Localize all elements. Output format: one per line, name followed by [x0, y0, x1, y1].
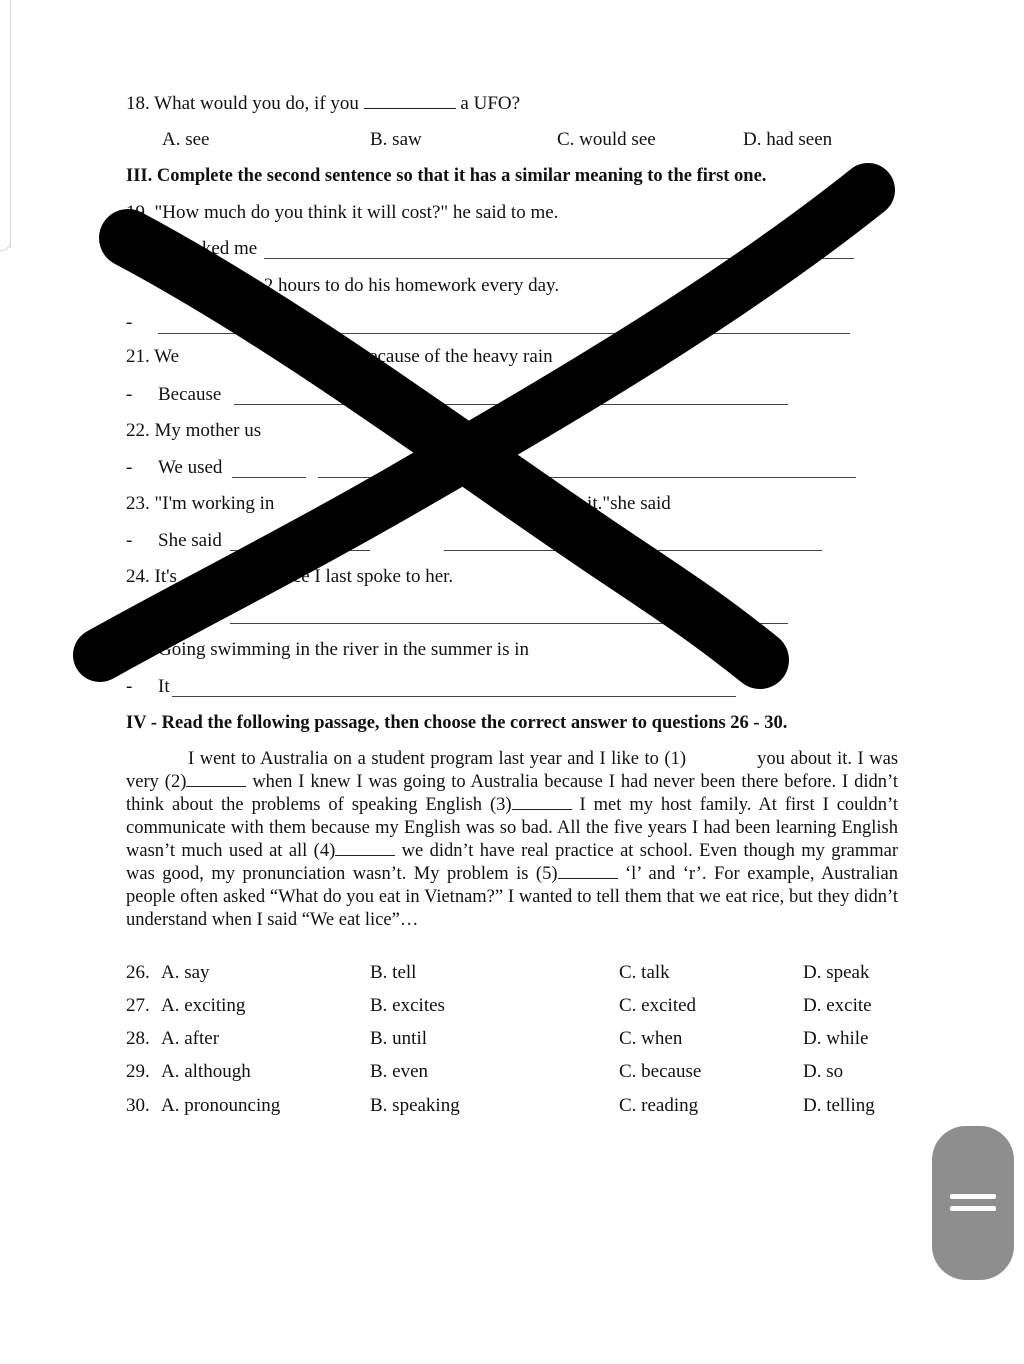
- section-3-heading: III. Complete the second sentence so that it has a similar meaning to the first one.: [126, 166, 767, 186]
- q18-option-d: D. had seen: [743, 129, 833, 150]
- q23-dash: -: [126, 530, 133, 551]
- mcq-option-c: C. excited: [619, 995, 697, 1016]
- mcq-number: 27.: [126, 995, 150, 1016]
- passage-part-3: when I knew I was going to Australia because I had never been there before. I didn’t think about the problems of speaking English (3): [126, 772, 898, 815]
- mcq-option-a: A. pronouncing: [161, 1095, 281, 1116]
- mcq-option-a: A. exciting: [161, 995, 246, 1016]
- mcq-option-c: C. talk: [619, 962, 670, 983]
- q23-answer-start: She said: [158, 530, 222, 551]
- section-4-heading: IV - Read the following passage, then choose the correct answer to questions 26 - 30.: [126, 713, 788, 733]
- q22-dash: -: [126, 457, 133, 478]
- mcq-number: 29.: [126, 1061, 150, 1082]
- q23-stem: e much for it."she said: [500, 493, 671, 514]
- mcq-option-c: C. when: [619, 1028, 683, 1049]
- mcq-number: 30.: [126, 1095, 150, 1116]
- q22-number: 22. My mother us: [126, 420, 262, 441]
- q24-stem: ince I last spoke to her.: [278, 566, 454, 587]
- q20-stem: gh 2 hours to do his homework every day.: [240, 275, 560, 296]
- mcq-option-d: D. speak: [803, 962, 870, 983]
- mcq-option-c: C. because: [619, 1061, 702, 1082]
- passage-part-5: we didn’t have real practice at school. Even though my grammar was good, my pronunciation wasn’t. My problem is (5): [126, 841, 898, 884]
- q18-option-c: C. would see: [557, 129, 656, 150]
- mcq-option-b: B. speaking: [370, 1095, 460, 1116]
- mcq-option-a: A. after: [161, 1028, 220, 1049]
- mcq-option-b: B. even: [370, 1061, 429, 1082]
- passage-part-6: ‘l’ and ‘r’. For example, Australian people often asked “What do you eat in Vietnam?” I wanted to tell them that we eat rice, but they didn’t understand when I said “We eat lice”…: [126, 864, 899, 930]
- passage-part-2: you about it. I was very (2): [126, 749, 899, 792]
- q19-stem: 19. "How much do you think it will cost?" he said to me.: [126, 202, 559, 223]
- passage-part-1: I went to Australia on a student program last year and I like to (1): [188, 749, 686, 769]
- q24-number: 24. It's: [126, 566, 177, 587]
- q18-option-b: B. saw: [370, 129, 422, 150]
- mcq-option-c: C. reading: [619, 1095, 699, 1116]
- mcq-option-d: D. so: [803, 1061, 844, 1082]
- q25-answer-start: It: [158, 676, 170, 697]
- q21-number: 21. We: [126, 346, 180, 367]
- mcq-option-d: D. telling: [803, 1095, 875, 1116]
- mcq-option-d: D. while: [803, 1028, 869, 1049]
- q19-answer-start: asked me: [186, 238, 258, 259]
- q25-dash: -: [126, 676, 133, 697]
- mcq-option-b: B. tell: [370, 962, 417, 983]
- q22-answer-start: We used: [158, 457, 223, 478]
- passage-part-4: I met my host family. At first I couldn’t communicate with them because my English was so bad. All the five years I had been learning English wasn’t much used at all (4): [126, 795, 899, 861]
- q18-stem: 18. What would you do, if you a UFO?: [126, 93, 521, 114]
- mcq-number: 26.: [126, 962, 150, 983]
- q23-number: 23. "I'm working in: [126, 493, 275, 514]
- q21-stem: ol because of the heavy rain: [340, 346, 553, 367]
- mcq-option-b: B. until: [370, 1028, 428, 1049]
- q25-stem: Going swimming in the river in the summer is in: [158, 639, 529, 660]
- q21-answer-start: Because: [158, 384, 222, 405]
- mcq-option-a: A. although: [161, 1061, 251, 1082]
- mcq-number: 28.: [126, 1028, 150, 1049]
- mcq-option-a: A. say: [161, 962, 210, 983]
- q21-dash: -: [126, 384, 133, 405]
- q20-dash: -: [126, 312, 133, 333]
- mcq-option-d: D. excite: [803, 995, 872, 1016]
- scroll-drag-handle[interactable]: [932, 1126, 1014, 1280]
- q18-option-a: A. see: [162, 129, 210, 150]
- mcq-option-b: B. excites: [370, 995, 445, 1016]
